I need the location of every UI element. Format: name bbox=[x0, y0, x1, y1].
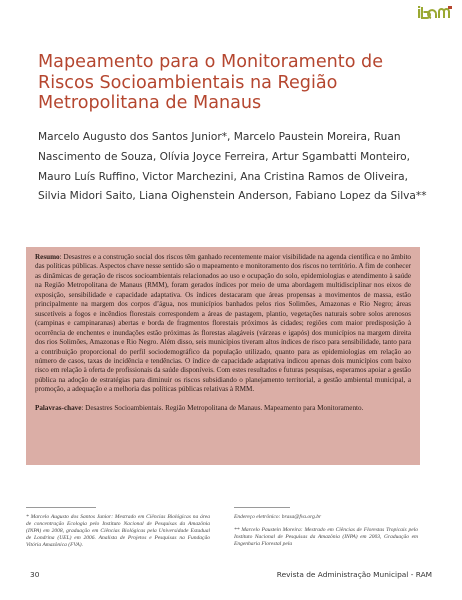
footnote-divider-right bbox=[234, 507, 290, 508]
abstract-box bbox=[26, 247, 420, 465]
footnote-first-author: * Marcelo Augusto dos Santos Junior: Mestrado em Ciências Biológicas na área de concentração Ecologia pelo Instituto Nacional de Pesquisas da Amazônia (INPA) em 2008, graduação em Ciências Biológicas pela Universidade Estadual de Londrina (UEL) em 2006. Analista de Projetos e Pesquisas na Fundação Vitória Amazônica (FVA). bbox=[26, 514, 210, 549]
abstract-label: Resumo bbox=[35, 253, 60, 261]
footnote-second-author: ** Marcelo Paustein Moreira: Mestrado em Ciências de Florestas Tropicais pelo Instituto Nacional de Pesquisas da Amazônia (INPA) em 2003, Graduação em Engenharia Florestal pela bbox=[234, 527, 418, 548]
ibam-logo bbox=[418, 6, 452, 20]
keywords-paragraph bbox=[35, 404, 411, 413]
footnote-divider-left bbox=[26, 507, 96, 508]
keywords-text: : Desastres Socioambientais. Região Metropolitana de Manaus. Mapeamento para Monitoramento. bbox=[81, 403, 364, 412]
article-title: Mapeamento para o Monitoramento de Riscos Socioambientais na Região Metropolitana de Manaus bbox=[38, 52, 384, 113]
footnote-email: Endereço eletrônico: brasa@fva.org.br bbox=[234, 514, 322, 520]
footnote-right-column bbox=[234, 514, 418, 548]
author-list: Marcelo Augusto dos Santos Junior*, Marcelo Paustein Moreira, Ruan Nascimento de Souza, Olívia Joyce Ferreira, Artur Sgambatti Monteiro, Mauro Luís Ruffino, Victor Marchezini, Ana Cristina Ramos de Oliveira, Silvia Midori Saito, Liana Oighenstein Anderson, Fabiano Lopez da Silva** bbox=[38, 131, 427, 203]
keywords-label: Palavras-chave bbox=[35, 403, 82, 412]
abstract-paragraph bbox=[35, 253, 411, 395]
journal-name: Revista de Administração Municipal - RAM bbox=[276, 570, 432, 579]
abstract-text: : Desastres e a construção social dos riscos têm ganhado recentemente maior visibilidade na agenda científica e no âmbito das políticas públicas. Aspectos chave nesse sentido são o mapeamento e monitoramento dos riscos no território. A fim de conhecer as dinâmicas de geração de riscos socioambientais relacionados ao uso e ocupação do solo, epidemiologias e atendimento à saúde na Região Metropolitana de Manaus (RMM), foram gerados índices por meio de uma abordagem multidisciplinar nos eixos de exposição, sensibilidade e capacidade adaptativa. Os índices destacaram que áreas propensas a movimentos de massa, estão principalmente na margem dos corpos d’água, nos municípios banhados pelos rios Solimões, Amazonas e Rio Negro; áreas suscetíveis a fogos e incêndios florestais correspondem a áreas de pastagem, plantio, vegetações naturais sobre solos arenosos (campinas e campinaranas) abertas e borda de fragmentos florestais próximos às cidades; regiões com maior predisposição à ocorrência de enchentes e inundações estão próximas às florestas alagáveis (várzeas e igapós) dos municípios na margem direita dos rios Solimões, Amazonas e Rio Negro. Além disso, seis municípios tiveram altos índices de risco para sensibilidade, tanto para a contribuição proporcional do perfil sociodemográfico da população utilizado, quanto para as epidemiologias em relação ao número de casos, taxas de incidência e tendências. O índice de capacidade adaptativa indicou apenas dois municípios com baixo risco em relação à oferta de profissionais da saúde disponíveis. Com estes resultados e futuras pesquisas, esperamos apoiar a gestão pública na adoção de estratégias para diminuir os riscos subsidiando o planejamento territorial, a gestão ambiental municipal, a promoção, a adequação e a melhoria das políticas públicas relativas à RMM. bbox=[35, 253, 411, 394]
page-number: 30 bbox=[30, 570, 40, 579]
